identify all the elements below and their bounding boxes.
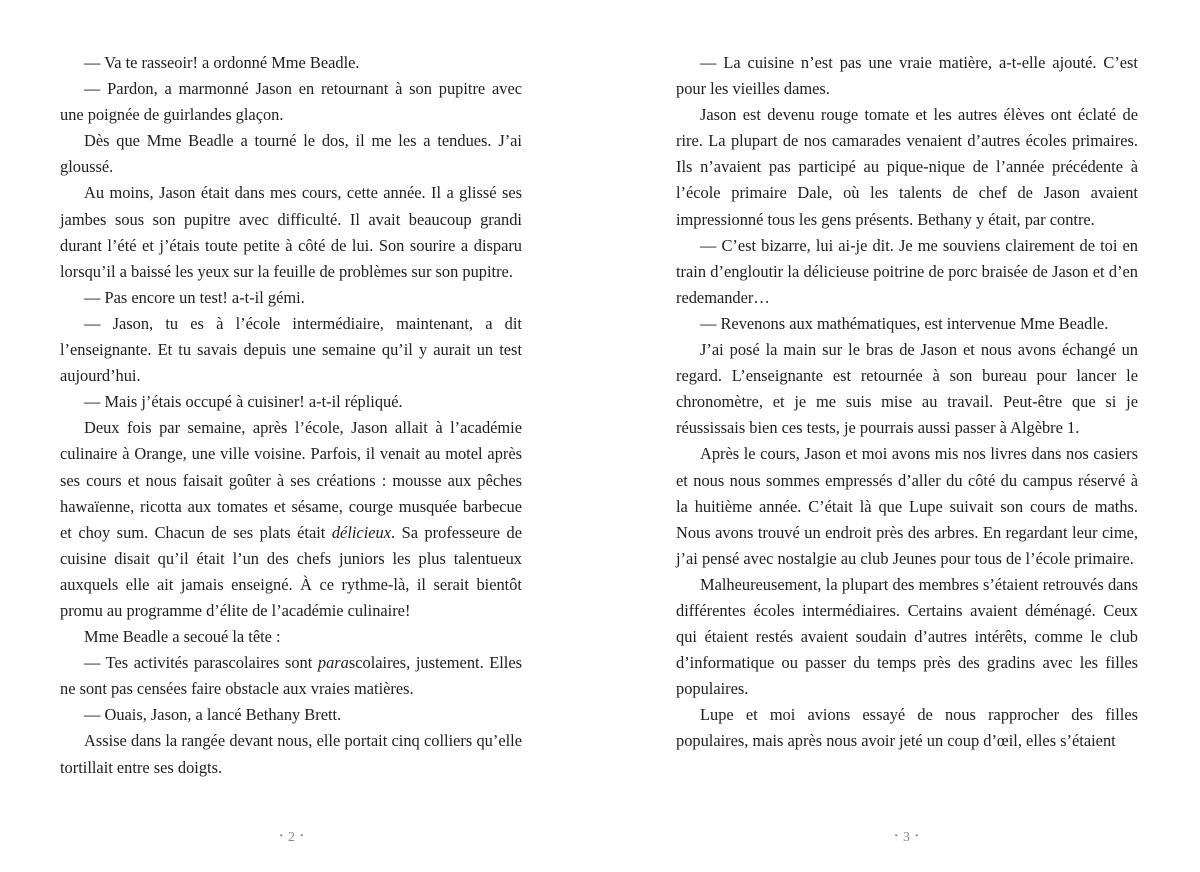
paragraph — [60, 702, 522, 728]
paragraph — [676, 233, 1138, 311]
paragraph — [676, 702, 1138, 754]
paragraph — [676, 102, 1138, 232]
paragraph — [676, 311, 1138, 337]
paragraph — [60, 415, 522, 624]
emphasis-text: délicieux — [331, 522, 391, 542]
paragraph-text: Au moins, Jason était dans mes cours, cette année. Il a glissé ses jambes sous son pupitre avec difficulté. Il avait beaucoup grandi durant l’été et j’étais toute petite à côté de lui. Son sourire a disparu lorsqu’il a baissé les yeux sur la feuille de problèmes sur son pupitre. — [60, 183, 522, 281]
paragraph-text: scolaires, justement. Elles ne sont pas censées faire obstacle aux vraies matières. — [60, 653, 522, 699]
paragraph-text: Après le cours, Jason et moi avons mis nos livres dans nos casiers et nous nous sommes empressés d’aller du côté du campus réservé à la huitième année. C’était là que Lupe suivait son cours de maths. Nous avons trouvé un endroit près des arbres. En regardant leur cime, j’ai pensé avec nostalgie au club Jeunes pour tous de l’école primaire. — [676, 444, 1138, 568]
emphasis-text: para — [317, 653, 349, 673]
paragraph-text: Dès que Mme Beadle a tourné le dos, il me les a tendues. J’ai gloussé. — [60, 131, 522, 177]
paragraph-text: — C’est bizarre, lui ai-je dit. Je me souviens clairement de toi en train d’engloutir la délicieuse poitrine de porc braisée de Jason et d’en redemander… — [676, 235, 1138, 307]
paragraph — [60, 180, 522, 284]
right-page — [676, 50, 1138, 755]
paragraph-text: Deux fois par semaine, après l’école, Jason allait à l’académie culinaire à Orange, une ville voisine. Parfois, il venait au motel après ses cours et nous faisait goûter à ses créations : mousse aux pêches hawaïenne, ricotta aux tomates et sésame, courge musquée barbecue et choy sum. Chacun de ses plats était — [60, 418, 522, 542]
folio-number: 3 — [903, 830, 911, 845]
paragraph-text: — Pardon, a marmonné Jason en retournant à son pupitre avec une poignée de guirlandes glaçon. — [60, 79, 522, 125]
paragraph-text: — Revenons aux mathématiques, est intervenue Mme Beadle. — [700, 313, 1109, 333]
left-page — [60, 50, 522, 781]
paragraph-text: — Mais j’étais occupé à cuisiner! a-t-il répliqué. — [84, 392, 403, 412]
paragraph-text: — Tes activités parascolaires sont — [84, 653, 318, 673]
paragraph-text: J’ai posé la main sur le bras de Jason et nous avons échangé un regard. L’enseignante est retournée à son bureau pour lancer le chronomètre, et je me suis mise au travail. Peut-être que si je réussissais bien ces tests, je pourrais aussi passer à Algèbre 1. — [676, 340, 1138, 438]
paragraph — [60, 650, 522, 702]
paragraph — [60, 311, 522, 389]
paragraph-text: Mme Beadle a secoué la tête : — [84, 627, 281, 647]
paragraph-text: — Pas encore un test! a-t-il gémi. — [84, 287, 305, 307]
folio-dot-icon: • — [915, 831, 920, 842]
paragraph — [60, 50, 522, 76]
paragraph — [60, 76, 522, 128]
page-number-right — [847, 830, 967, 846]
page-number-left — [232, 830, 352, 846]
paragraph — [60, 128, 522, 180]
paragraph — [676, 441, 1138, 571]
paragraph-text: — Ouais, Jason, a lancé Bethany Brett. — [84, 705, 342, 725]
folio-dot-icon: • — [300, 831, 305, 842]
paragraph — [60, 624, 522, 650]
paragraph-text: — Va te rasseoir! a ordonné Mme Beadle. — [84, 53, 360, 72]
paragraph — [60, 285, 522, 311]
paragraph — [676, 50, 1138, 102]
paragraph-text: — Jason, tu es à l’école intermédiaire, maintenant, a dit l’enseignante. Et tu savais depuis une semaine qu’il y aurait un test aujourd’hui. — [60, 313, 522, 386]
paragraph-text: Assise dans la rangée devant nous, elle portait cinq colliers qu’elle tortillait entre ses doigts. — [60, 731, 522, 777]
paragraph — [60, 728, 522, 780]
paragraph-text: Jason est devenu rouge tomate et les autres élèves ont éclaté de rire. La plupart de nos camarades venaient d’autres écoles primaires. Ils n’avaient pas participé au pique-nique de l’année précédente à l’école primaire Dale, où les talents de chef de Jason avaient impressionné tous les gens présents. Bethany y était, par contre. — [676, 105, 1138, 229]
folio-number: 2 — [288, 830, 296, 845]
paragraph-text: . Sa professeure de cuisine disait qu’il était l’un des chefs juniors les plus talentueux auxquels elle ait jamais enseigné. À ce rythme-là, il serait bientôt promu au programme d’élite de l’académie culinaire! — [60, 522, 522, 620]
paragraph-text: Malheureusement, la plupart des membres s’étaient retrouvés dans différentes écoles intermédiaires. Certains avaient déménagé. Ceux qui étaient restés avaient soudain d’autres intérêts, comme le club d’informatique ou passer du temps près des gradins avec les filles populaires. — [676, 574, 1138, 699]
paragraph-text: — La cuisine n’est pas une vraie matière, a-t-elle ajouté. C’est pour les vieilles dames. — [676, 53, 1138, 99]
paragraph — [676, 572, 1138, 702]
paragraph — [60, 389, 522, 415]
folio-dot-icon: • — [894, 831, 899, 842]
paragraph-text: Lupe et moi avions essayé de nous rapprocher des filles populaires, mais après nous avoir jeté un coup d’œil, elles s’étaient — [676, 705, 1138, 751]
paragraph — [676, 337, 1138, 441]
folio-dot-icon: • — [279, 831, 284, 842]
